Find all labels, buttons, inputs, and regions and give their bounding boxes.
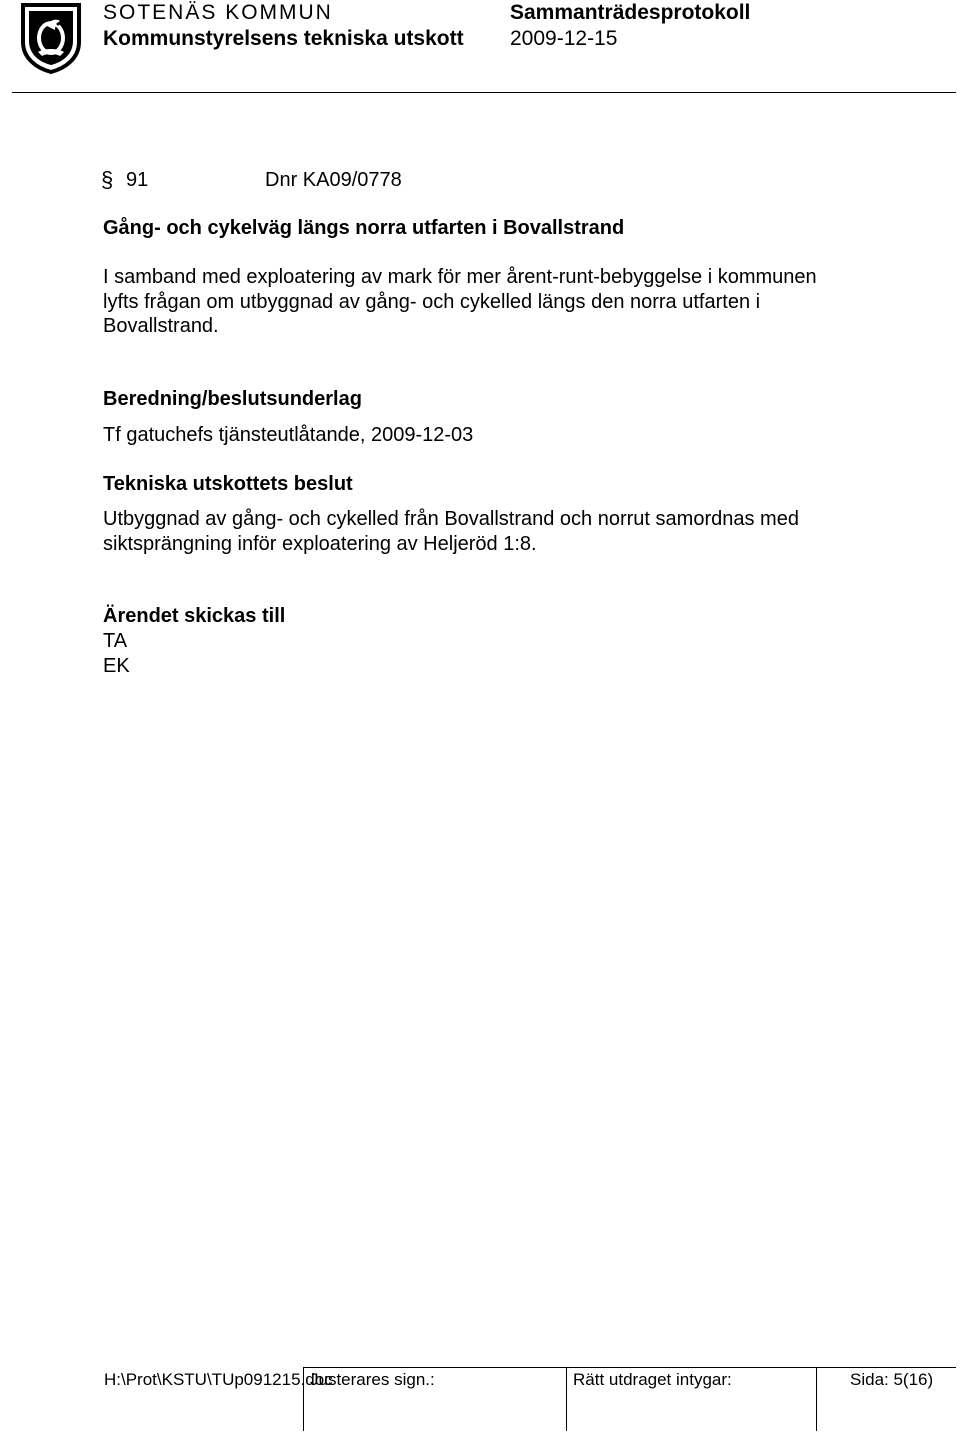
decision-line: Utbyggnad av gång- och cykelled från Bovallstrand och norrut samordnas med: [103, 508, 799, 530]
footer-file-path: H:\Prot\KSTU\TUp091215.doc: [104, 1370, 333, 1389]
recipient: TA: [103, 630, 128, 652]
footer-certified-label: Rätt utdraget intygar:: [573, 1370, 732, 1389]
footer-adjuster-label: Justerares sign.:: [310, 1370, 435, 1389]
preparation-heading: Beredning/beslutsunderlag: [103, 388, 362, 410]
case-number: Dnr KA09/0778: [265, 169, 402, 191]
paragraph-sign: §: [101, 167, 114, 192]
item-title: Gång- och cykelväg längs norra utfarten i Bovallstrand: [103, 217, 625, 239]
decision-paragraph: [103, 507, 799, 556]
municipal-coat-of-arms-icon: [20, 2, 82, 74]
organization-name: SOTENÄS KOMMUN: [103, 1, 333, 24]
footer-divider: [303, 1367, 956, 1368]
footer-separator: [566, 1367, 567, 1431]
meeting-date: 2009-12-15: [510, 27, 618, 50]
intro-line: I samband med exploatering av mark för mer årent-runt-bebyggelse i kommunen: [103, 266, 817, 288]
send-to-heading: Ärendet skickas till: [103, 605, 286, 627]
preparation-text: Tf gatuchefs tjänsteutlåtande, 2009-12-03: [103, 424, 474, 446]
intro-line: lyfts frågan om utbyggnad av gång- och cykelled längs den norra utfarten i: [103, 290, 761, 313]
committee-name: Kommunstyrelsens tekniska utskott: [103, 27, 464, 50]
decision-line: siktsprängning inför exploatering av Heljeröd 1:8.: [103, 532, 537, 555]
recipient: EK: [103, 655, 130, 677]
document-type: Sammanträdesprotokoll: [510, 1, 751, 24]
footer-separator: [816, 1367, 817, 1431]
paragraph-number: 91: [126, 169, 149, 191]
decision-heading: Tekniska utskottets beslut: [103, 473, 353, 495]
footer-page-number: Sida: 5(16): [850, 1370, 934, 1389]
intro-paragraph: [103, 265, 817, 339]
intro-line: Bovallstrand.: [103, 315, 219, 337]
header-divider: [12, 92, 956, 93]
